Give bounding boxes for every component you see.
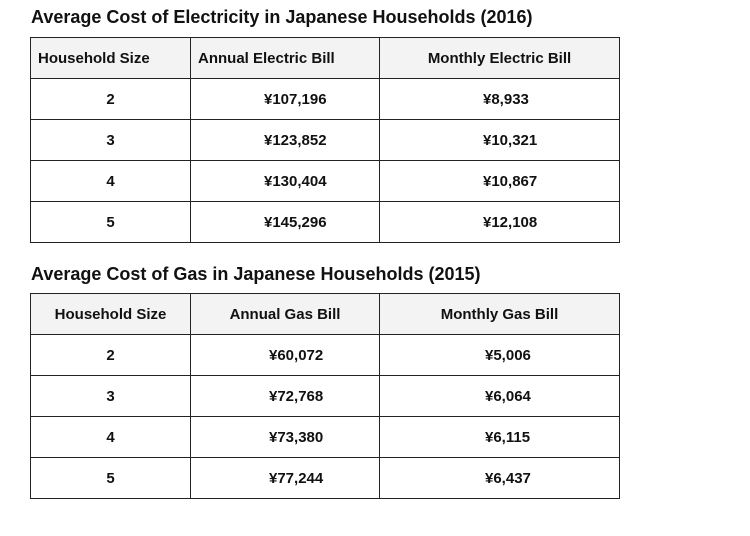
table-header-row — [31, 294, 620, 335]
table-row — [31, 458, 620, 499]
monthly-bill-cell: ¥6,064 — [380, 376, 620, 417]
annual-bill-cell: ¥73,380 — [191, 417, 380, 458]
monthly-bill-cell: ¥6,437 — [380, 458, 620, 499]
electricity-cost-table — [30, 37, 620, 243]
household-size-cell: 2 — [31, 335, 191, 376]
table-row — [31, 120, 620, 161]
annual-bill-cell: ¥107,196 — [191, 79, 380, 120]
annual-bill-cell: ¥60,072 — [191, 335, 380, 376]
annual-bill-cell: ¥72,768 — [191, 376, 380, 417]
annual-bill-cell: ¥77,244 — [191, 458, 380, 499]
annual-bill-cell: ¥145,296 — [191, 202, 380, 243]
household-size-cell: 4 — [31, 417, 191, 458]
table-row — [31, 79, 620, 120]
table-row — [31, 417, 620, 458]
annual-bill-cell: ¥123,852 — [191, 120, 380, 161]
table-row — [31, 202, 620, 243]
monthly-bill-cell: ¥10,867 — [380, 161, 620, 202]
monthly-bill-cell: ¥12,108 — [380, 202, 620, 243]
table-row — [31, 335, 620, 376]
monthly-bill-cell: ¥6,115 — [380, 417, 620, 458]
column-header-monthly-bill: Monthly Gas Bill — [380, 294, 620, 335]
household-size-cell: 3 — [31, 120, 191, 161]
column-header-household-size: Household Size — [31, 38, 191, 79]
column-header-household-size: Household Size — [31, 294, 191, 335]
household-size-cell: 5 — [31, 202, 191, 243]
household-size-cell: 2 — [31, 79, 191, 120]
electricity-table-title: Average Cost of Electricity in Japanese Households (2016) — [31, 7, 533, 27]
gas-cost-table — [30, 293, 620, 499]
table-row — [31, 161, 620, 202]
household-size-cell: 5 — [31, 458, 191, 499]
gas-table-title: Average Cost of Gas in Japanese Households (2015) — [31, 264, 481, 284]
household-size-cell: 3 — [31, 376, 191, 417]
household-size-cell: 4 — [31, 161, 191, 202]
column-header-annual-bill: Annual Electric Bill — [191, 38, 380, 79]
table-row — [31, 376, 620, 417]
monthly-bill-cell: ¥5,006 — [380, 335, 620, 376]
table-header-row — [31, 38, 620, 79]
column-header-monthly-bill: Monthly Electric Bill — [380, 38, 620, 79]
column-header-annual-bill: Annual Gas Bill — [191, 294, 380, 335]
annual-bill-cell: ¥130,404 — [191, 161, 380, 202]
monthly-bill-cell: ¥10,321 — [380, 120, 620, 161]
monthly-bill-cell: ¥8,933 — [380, 79, 620, 120]
